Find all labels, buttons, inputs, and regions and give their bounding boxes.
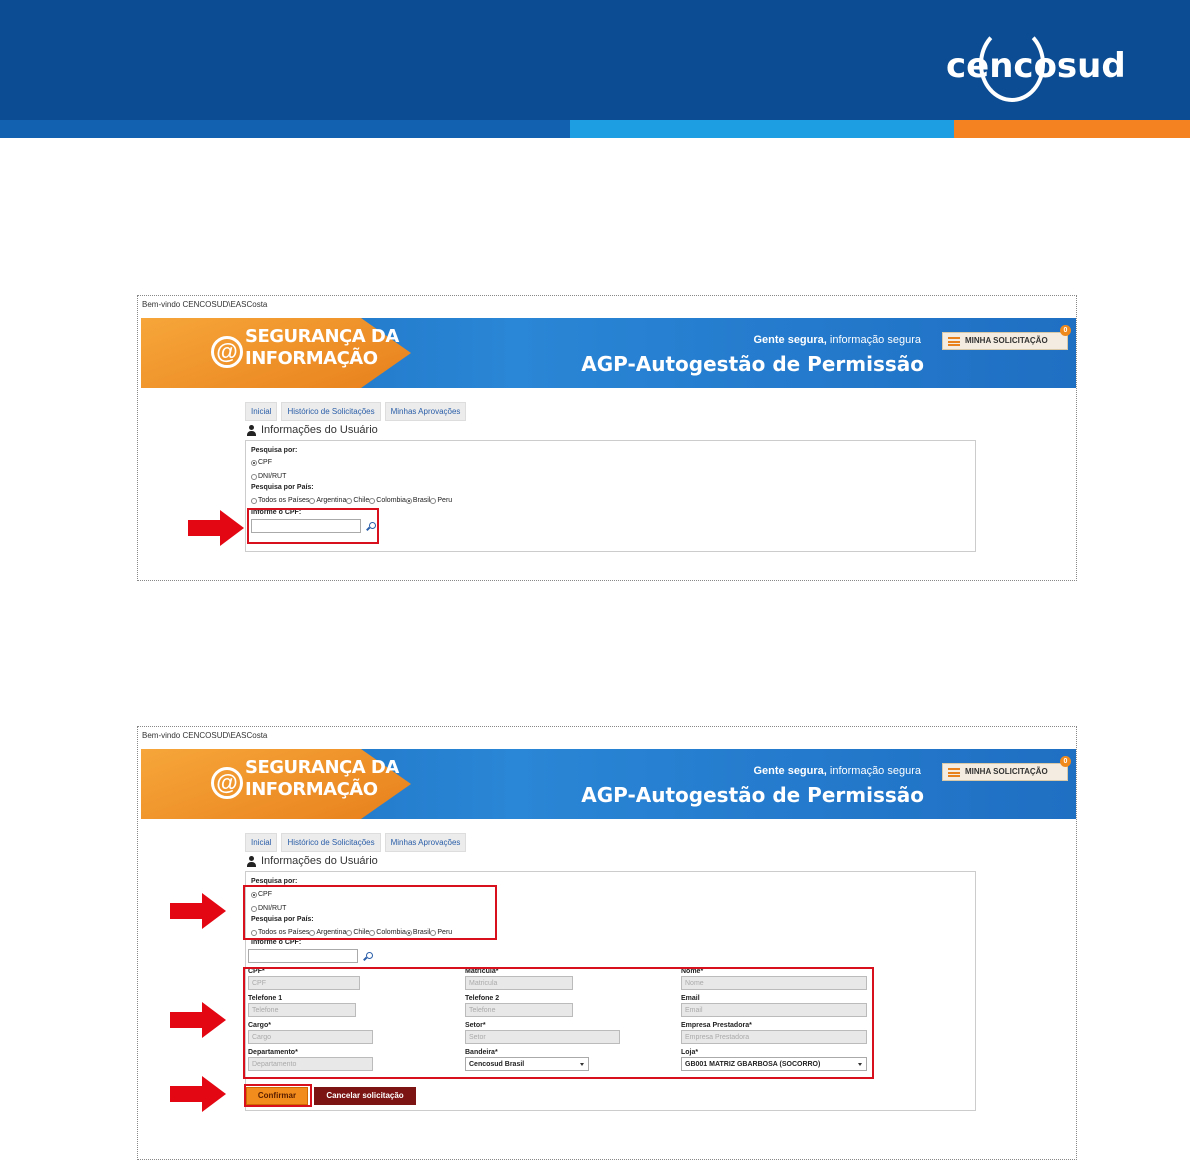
setor-field[interactable]: Setor bbox=[465, 1030, 620, 1044]
radio-icon[interactable] bbox=[406, 498, 412, 504]
search-by-label: Pesquisa por: bbox=[251, 878, 298, 885]
my-request-button[interactable] bbox=[942, 758, 1068, 781]
my-request-button[interactable] bbox=[942, 327, 1068, 350]
confirm-button[interactable]: Confirmar bbox=[246, 1087, 308, 1105]
country-brasil[interactable]: Brasil bbox=[412, 497, 431, 504]
app-banner bbox=[141, 749, 1076, 819]
departamento-field[interactable]: Departamento bbox=[248, 1057, 373, 1071]
tagline bbox=[753, 765, 921, 777]
cencosud-logo bbox=[946, 24, 1126, 104]
nav-tabs bbox=[245, 833, 466, 852]
header-stripe bbox=[954, 120, 1190, 138]
tagline-rest: informação segura bbox=[826, 334, 921, 346]
cpf-search-input[interactable] bbox=[248, 949, 358, 963]
tagline bbox=[753, 334, 921, 346]
tab-aprovacoes[interactable]: Minhas Aprovações bbox=[385, 402, 467, 421]
email-field[interactable]: Email bbox=[681, 1003, 867, 1017]
request-count-badge: 0 bbox=[1060, 325, 1071, 336]
highlight-box bbox=[243, 885, 497, 940]
country-argentina[interactable]: Argentina bbox=[316, 497, 347, 504]
tab-inicial[interactable]: Inicial bbox=[245, 833, 277, 852]
loja-label: Loja* bbox=[681, 1049, 699, 1056]
departamento-label: Departamento* bbox=[248, 1049, 298, 1056]
security-title-line1: SEGURANÇA DA bbox=[245, 326, 399, 347]
loja-value: GB001 MATRIZ GBARBOSA (SOCORRO) bbox=[685, 1061, 821, 1068]
empresa-label: Empresa Prestadora* bbox=[681, 1022, 752, 1029]
security-title-line2: INFORMAÇÃO bbox=[245, 779, 378, 800]
my-request-label: MINHA SOLICITAÇÃO bbox=[965, 767, 1048, 776]
country-label: Pesquisa por País: bbox=[251, 484, 314, 491]
tab-aprovacoes[interactable]: Minhas Aprovações bbox=[385, 833, 467, 852]
highlight-box bbox=[244, 1084, 312, 1107]
country-options bbox=[251, 497, 452, 504]
section-title bbox=[246, 855, 378, 867]
document-header bbox=[0, 0, 1190, 138]
radio-icon[interactable] bbox=[309, 498, 315, 504]
search-icon[interactable] bbox=[363, 952, 372, 961]
country-label: Pesquisa por País: bbox=[251, 916, 314, 923]
welcome-text: Bem-vindo CENCOSUD\EASCosta bbox=[142, 731, 268, 740]
tab-historico[interactable]: Histórico de Solicitações bbox=[281, 833, 380, 852]
bandeira-value: Cencosud Brasil bbox=[469, 1061, 525, 1068]
tagline-bold: Gente segura, bbox=[753, 765, 827, 777]
security-title bbox=[245, 757, 399, 801]
country-argentina[interactable]: Argentina bbox=[316, 929, 347, 936]
telefone2-field[interactable]: Telefone bbox=[465, 1003, 573, 1017]
welcome-text: Bem-vindo CENCOSUD\EASCosta bbox=[142, 300, 268, 309]
section-title-text: Informações do Usuário bbox=[261, 855, 378, 867]
at-sign-icon: @ bbox=[211, 336, 243, 368]
country-peru[interactable]: Peru bbox=[437, 497, 453, 504]
header-stripe bbox=[570, 120, 954, 138]
email-label: Email bbox=[681, 995, 700, 1002]
country-colombia[interactable]: Colombia bbox=[376, 929, 406, 936]
country-todos[interactable]: Todos os Países bbox=[258, 929, 310, 936]
radio-icon[interactable] bbox=[369, 498, 375, 504]
setor-label: Setor* bbox=[465, 1022, 486, 1029]
arrow-pointer bbox=[170, 1002, 226, 1038]
radio-icon[interactable] bbox=[251, 498, 257, 504]
radio-label: CPF bbox=[258, 891, 272, 898]
list-icon bbox=[948, 768, 960, 777]
radio-cpf[interactable] bbox=[251, 459, 272, 466]
cancel-request-button[interactable]: Cancelar solicitação bbox=[314, 1087, 416, 1105]
nav-tabs bbox=[245, 402, 466, 421]
highlight-box bbox=[247, 508, 379, 544]
section-title-text: Informações do Usuário bbox=[261, 424, 378, 436]
app-title: AGP-Autogestão de Permissão bbox=[581, 783, 924, 807]
radio-icon[interactable] bbox=[346, 498, 352, 504]
security-title-line2: INFORMAÇÃO bbox=[245, 348, 378, 369]
cargo-label: Cargo* bbox=[248, 1022, 271, 1029]
screenshot-panel-search bbox=[137, 295, 1077, 581]
header-stripe bbox=[0, 120, 570, 138]
security-title-line1: SEGURANÇA DA bbox=[245, 757, 399, 778]
tab-historico[interactable]: Histórico de Solicitações bbox=[281, 402, 380, 421]
user-icon bbox=[246, 425, 257, 436]
radio-label: DNI/RUT bbox=[258, 905, 287, 912]
radio-icon[interactable] bbox=[430, 498, 436, 504]
matricula-field[interactable]: Matricula bbox=[465, 976, 573, 990]
app-banner bbox=[141, 318, 1076, 388]
tagline-bold: Gente segura, bbox=[753, 334, 827, 346]
country-colombia[interactable]: Colombia bbox=[376, 497, 406, 504]
tab-inicial[interactable]: Inicial bbox=[245, 402, 277, 421]
at-sign-icon: @ bbox=[211, 767, 243, 799]
country-chile[interactable]: Chile bbox=[353, 929, 370, 936]
country-brasil[interactable]: Brasil bbox=[412, 929, 431, 936]
tagline-rest: informação segura bbox=[826, 765, 921, 777]
logo-text: cencosud bbox=[946, 46, 1126, 86]
country-peru[interactable]: Peru bbox=[437, 929, 453, 936]
user-icon bbox=[246, 856, 257, 867]
section-title bbox=[246, 424, 378, 436]
radio-icon[interactable] bbox=[251, 474, 257, 480]
app-title: AGP-Autogestão de Permissão bbox=[581, 352, 924, 376]
telefone1-label: Telefone 1 bbox=[248, 995, 283, 1002]
highlight-box bbox=[243, 967, 874, 1079]
cpf-input-label: Informe o CPF: bbox=[251, 939, 302, 946]
radio-dni[interactable] bbox=[251, 473, 286, 480]
arrow-pointer bbox=[188, 510, 244, 546]
my-request-label: MINHA SOLICITAÇÃO bbox=[965, 336, 1048, 345]
country-chile[interactable]: Chile bbox=[353, 497, 370, 504]
arrow-pointer bbox=[170, 893, 226, 929]
radio-label: DNI/RUT bbox=[258, 473, 287, 480]
telefone1-field[interactable]: Telefone bbox=[248, 1003, 356, 1017]
arrow-pointer bbox=[170, 1076, 226, 1112]
cpf-field[interactable]: CPF bbox=[248, 976, 360, 990]
nome-label: Nome* bbox=[681, 968, 704, 975]
security-title bbox=[245, 326, 399, 370]
radio-label: CPF bbox=[258, 459, 272, 466]
radio-icon[interactable] bbox=[251, 460, 257, 466]
telefone2-label: Telefone 2 bbox=[465, 995, 500, 1002]
request-count-badge: 0 bbox=[1060, 756, 1071, 767]
matricula-label: Matricula* bbox=[465, 968, 499, 975]
screenshot-panel-form bbox=[137, 726, 1077, 1160]
country-todos[interactable]: Todos os Países bbox=[258, 497, 310, 504]
search-by-label: Pesquisa por: bbox=[251, 447, 298, 454]
nome-field[interactable]: Nome bbox=[681, 976, 867, 990]
cpf-input-label: Informe o CPF: bbox=[251, 509, 302, 516]
empresa-field[interactable]: Empresa Prestadora bbox=[681, 1030, 867, 1044]
bandeira-label: Bandeira* bbox=[465, 1049, 498, 1056]
cpf-label: CPF* bbox=[248, 968, 265, 975]
list-icon bbox=[948, 337, 960, 346]
cargo-field[interactable]: Cargo bbox=[248, 1030, 373, 1044]
